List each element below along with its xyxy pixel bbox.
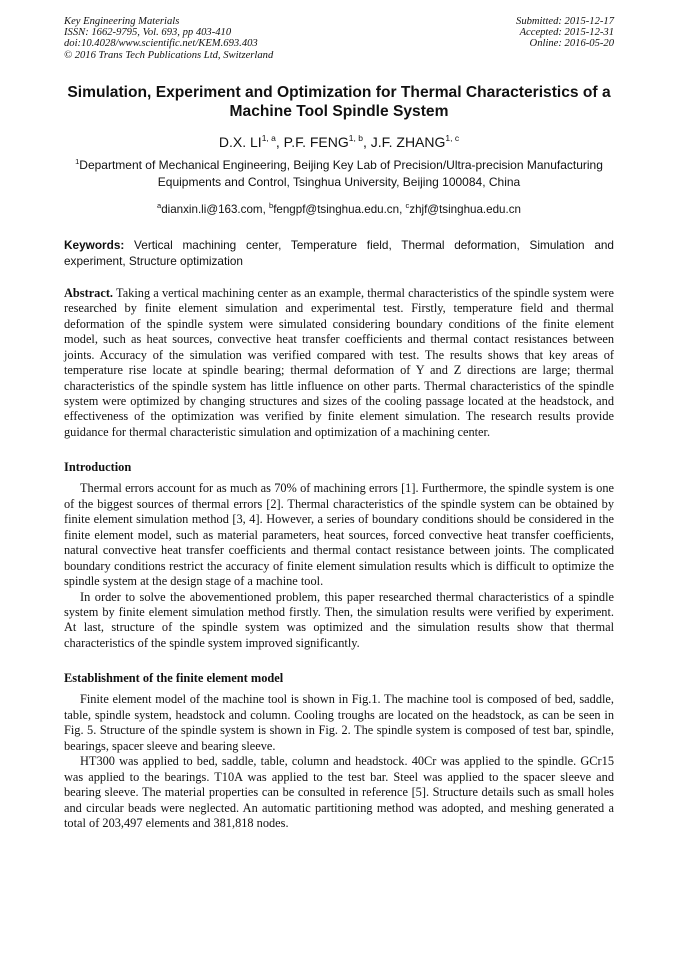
author-sup: 1, c (445, 132, 460, 143)
accepted-date: Accepted: 2015-12-31 (519, 27, 614, 39)
paper-title: Simulation, Experiment and Optimization for Thermal Characteristics of a Machine Tool Spindle System (67, 83, 611, 120)
keywords-label: Keywords: (64, 237, 125, 252)
journal-doi: doi:10.4028/www.scientific.net/KEM.693.403 (64, 38, 258, 50)
author-sup: 1, a (261, 132, 276, 143)
affiliation-text: Department of Mechanical Engineering, Beijing Key Lab of Precision/Ultra-precision Manufacturing Equipments and Control, Tsinghua University, Beijing 100084, China (79, 157, 603, 189)
affiliation-sup: 1 (75, 156, 80, 166)
email-sup: a (157, 200, 162, 210)
journal-info (64, 16, 273, 61)
affiliation (64, 157, 614, 191)
body-paragraph: HT300 was applied to bed, saddle, table, column and headstock. 40Cr was applied to the spindle. GCr15 was applied to the bearings. T10A was applied to the test bar. Steel was applied to the spacer sleeve and bearing sleeve. The material properties can be consulted in reference [5]. Structure details such as small holes and circular beads were neglected. An automatic partitioning method was adopted, and meshing generated a total of 203,497 elements and 381,818 nodes. (64, 754, 614, 830)
email-sup: c (405, 200, 410, 210)
section-heading-introduction: Introduction (64, 460, 132, 475)
section-heading-fem-model: Establishment of the finite element model (64, 671, 284, 686)
author-emails: $^a$dianxin.li@163.com, $^b$fengpf@tsinghua.edu.cn, $^c$zhjf@tsinghua.edu.cn (157, 200, 521, 216)
journal-copyright: © 2016 Trans Tech Publications Ltd, Switzerland (64, 49, 274, 61)
journal-issn: ISSN: 1662-9795, Vol. 693, pp 403-410 (64, 27, 232, 39)
abstract-label: Abstract. (64, 285, 114, 300)
keywords (64, 237, 614, 269)
body-paragraph: In order to solve the abovementioned problem, this paper researched thermal characteristics of a spindle system by finite element simulation method firstly. Then, the simulation results were verified by experiment. At last, structure of the spindle system was optimized and the simulation results show that thermal characteristics of the spindle system improved significantly. (64, 589, 614, 650)
author-name: P.F. FENG (283, 133, 349, 150)
body-paragraph: Finite element model of the machine tool is shown in Fig.1. The machine tool is composed of bed, saddle, table, spindle system, headstock and column. Cooling troughs are located on the headstock, as can be seen in Fig. 5. Structure of the spindle system is shown in Fig. 2. The spindle system is composed of test bar, spindle, bearings, spacer sleeve and bearing sleeve. (64, 692, 614, 753)
author-list: D.X. LI$^{1, a}$, P.F. FENG$^{1, b}$, J.F. ZHANG$^{1, c}$ (218, 132, 460, 150)
author-name: J.F. ZHANG (370, 133, 446, 150)
email-link[interactable]: zhjf@tsinghua.edu.cn (409, 202, 521, 216)
online-date: Online: 2016-05-20 (529, 38, 614, 50)
abstract-text: Taking a vertical machining center as an example, thermal characteristics of the spindle system were researched by finite element simulation and experimental test. Firstly, temperature field and thermal deformation of the spindle system were simulated considering boundary conditions of the finite element model, such as heat sources, convective heat transfer coefficients and thermal contact resistances between joints. Accuracy of the simulation was verified compared with test. The results shows that key areas of temperature rise locate at spindle bearing; thermal deformation of Y and Z directions are large; thermal characteristics of the spindle system has little influence on other parts. Thermal characteristics of the spindle system were optimized by changing structures and sizes of the cooling passage located at the headstock, and effectiveness of the optimization was verified by finite element simulation. The research results provide guidance for thermal characteristic simulation and optimization of a machining center. (64, 285, 614, 439)
email-link[interactable]: fengpf@tsinghua.edu.cn (273, 202, 400, 216)
submitted-date: Submitted: 2015-12-17 (516, 16, 614, 27)
author-name: D.X. LI (218, 133, 262, 150)
body-paragraph: Thermal errors account for as much as 70% of machining errors [1]. Furthermore, the spindle system is one of the biggest sources of thermal errors [2]. Thermal characteristics of the spindle system can be obtained by finite element simulation method [3, 4]. However, a series of boundary conditions should be considered in the finite element model, such as material parameters, heat sources, forced convective heat transfer coefficients, natural convective heat transfer coefficients and thermal contact resistance between joints. The complicated boundary conditions restrict the accuracy of finite element simulation results which is difficult to optimize the spindle system at the design stage of a machine tool. (64, 481, 614, 589)
abstract (64, 286, 614, 441)
email-link[interactable]: dianxin.li@163.com (161, 202, 263, 216)
email-sup: b (269, 200, 274, 210)
submission-dates (516, 16, 614, 61)
keywords-text: Vertical machining center, Temperature field, Thermal deformation, Simulation and experiment, Structure optimization (64, 237, 614, 268)
journal-header (64, 16, 614, 61)
author-sup: 1, b (348, 132, 363, 143)
journal-name: Key Engineering Materials (64, 16, 180, 27)
